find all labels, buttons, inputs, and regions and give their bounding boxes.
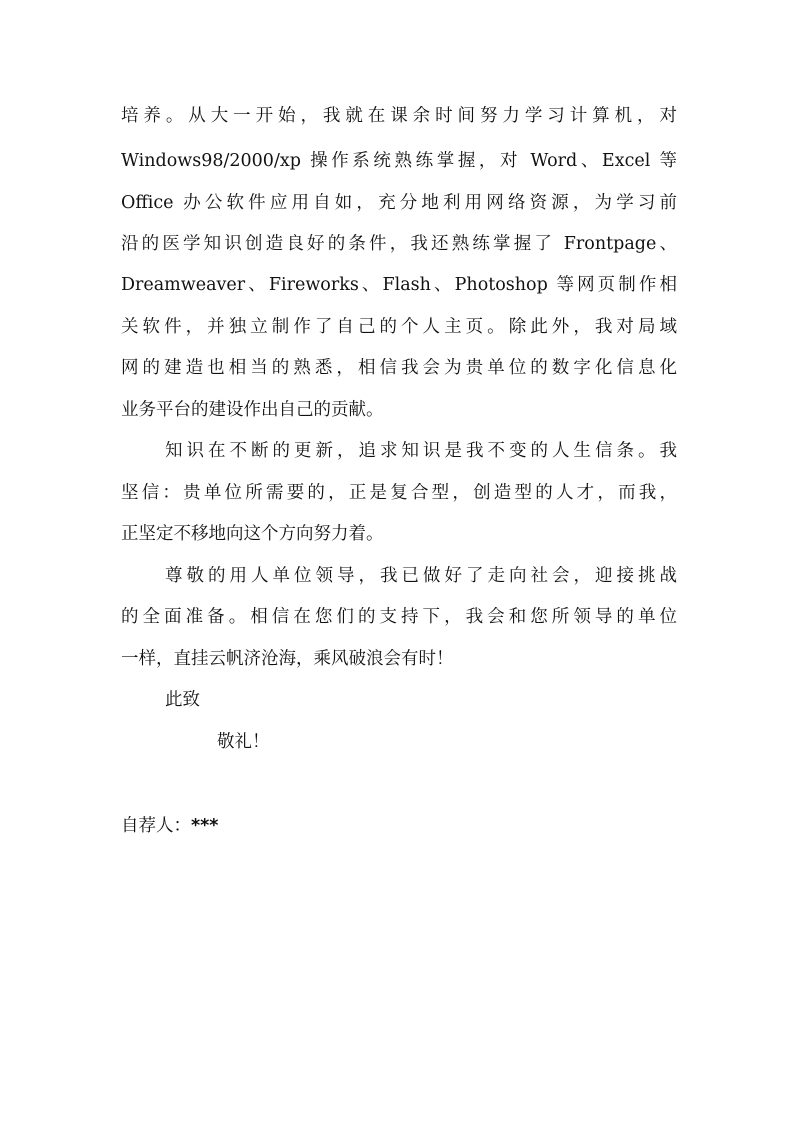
paragraph-1-line-5: Dreamweaver、Fireworks、Flash、Photoshop 等网页制作相: [121, 275, 677, 295]
paragraph-1-line-4: 沿的医学知识创造良好的条件，我还熟练掌握了 Frontpage、: [121, 234, 677, 254]
signature-line: [121, 812, 218, 840]
paragraph-1-line-7: 网的建造也相当的熟悉，相信我会为贵单位的数字化信息化: [121, 358, 677, 378]
paragraph-1-line-8: 业务平台的建设作出自己的贡献。: [121, 400, 384, 420]
paragraph-1-line-2: Windows98/2000/xp 操作系统熟练掌握，对 Word、Excel 等: [121, 151, 677, 171]
paragraph-3-line-3: 一样，直挂云帆济沧海，乘风破浪会有时！: [121, 649, 454, 669]
paragraph-2-line-1: 知识在不断的更新，追求知识是我不变的人生信条。我: [165, 441, 677, 461]
paragraph-2-line-2: 坚信：贵单位所需要的，正是复合型，创造型的人才，而我，: [121, 483, 677, 503]
paragraph-3-line-1: 尊敬的用人单位领导，我已做好了走向社会，迎接挑战: [165, 566, 677, 586]
signature-label: 自荐人：: [121, 816, 191, 836]
closing-text: 此致: [165, 690, 200, 710]
paragraph-3-line-2: 的全面准备。相信在您们的支持下，我会和您所领导的单位: [121, 607, 677, 627]
paragraph-2-line-3: 正坚定不移地向这个方向努力着。: [121, 524, 384, 544]
paragraph-1-line-3: Office 办公软件应用自如，充分地利用网络资源，为学习前: [121, 193, 677, 213]
signature-name: ***: [191, 816, 219, 836]
paragraph-1-line-6: 关软件，并独立制作了自己的个人主页。除此外，我对局域: [121, 317, 677, 337]
salutation-text: 敬礼！: [217, 732, 270, 752]
paragraph-1-line-1: 培养。从大一开始，我就在课余时间努力学习计算机，对: [121, 106, 677, 126]
